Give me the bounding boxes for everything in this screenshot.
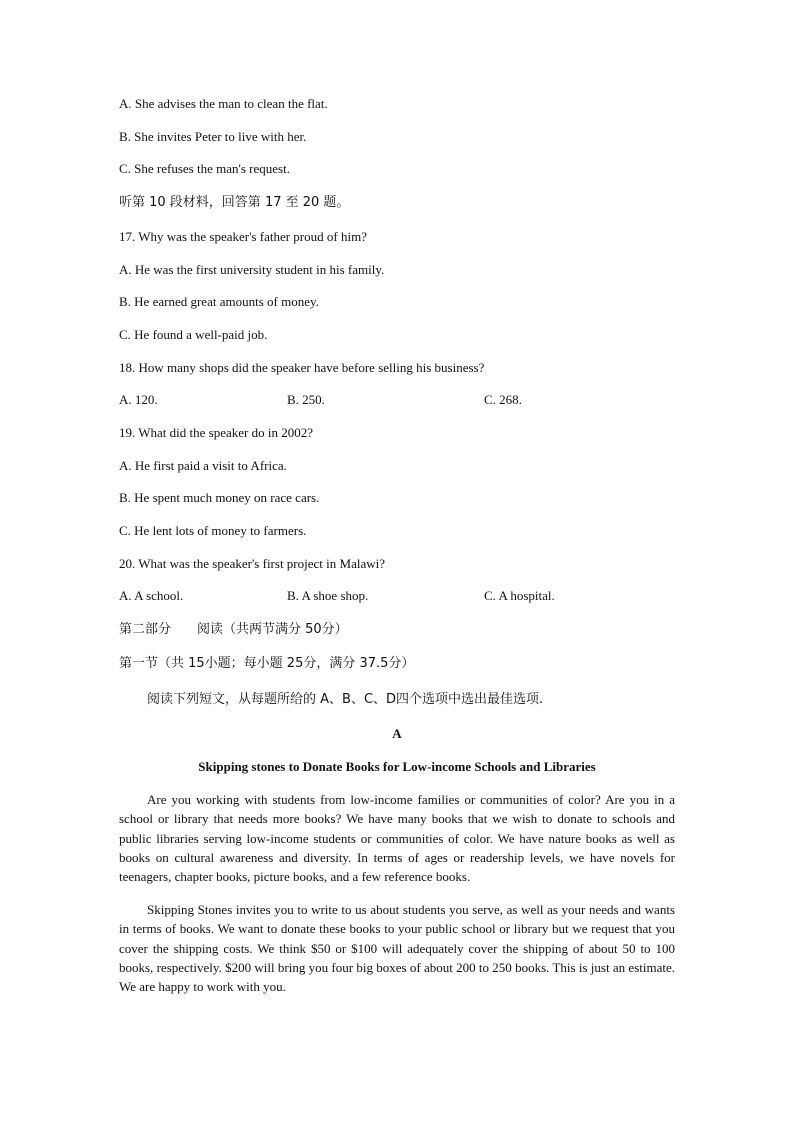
section1-heading: 第一节（共 15小题；每小题 25分，满分 37.5分） (119, 656, 415, 671)
q17-question: 17. Why was the speaker's father proud of him? (119, 229, 367, 244)
q18-option-b: B. 250. (287, 392, 325, 407)
passage-label: A (392, 726, 402, 741)
q20-option-a: A. A school. (119, 588, 184, 603)
passage-title: Skipping stones to Donate Books for Low-income Schools and Libraries (198, 759, 596, 774)
part2-heading: 第二部分 阅读（共两节满分 50分） (119, 622, 348, 637)
q18-option-a: A. 120. (119, 392, 158, 407)
q20-option-b: B. A shoe shop. (287, 588, 369, 603)
q18-option-c: C. 268. (484, 392, 522, 407)
q17-option-b: B. He earned great amounts of money. (119, 294, 319, 309)
q19-option-a: A. He first paid a visit to Africa. (119, 458, 287, 473)
q17-option-a: A. He was the first university student in his family. (119, 262, 385, 277)
q16-option-b: B. She invites Peter to live with her. (119, 129, 307, 144)
reading-instruction: 阅读下列短文，从每题所给的 A、B、C、D四个选项中选出最佳选项. (147, 692, 544, 707)
q16-option-c: C. She refuses the man's request. (119, 161, 290, 176)
q17-option-c: C. He found a well-paid job. (119, 327, 268, 342)
q20-option-c: C. A hospital. (484, 588, 555, 603)
passage-paragraph-2: Skipping Stones invites you to write to us about students you serve, as well as your needs and wants in terms of books. We want to donate these books to your public school or library but we request that you cover the shipping costs. We think $50 or $100 will adequately cover the shipping of about 50 to 100 books, respectively. $200 will bring you four big boxes of about 200 to 250 books. This is just an estimate. We are happy to work with you. (119, 902, 675, 995)
q20-question: 20. What was the speaker's first project in Malawi? (119, 556, 385, 571)
q18-question: 18. How many shops did the speaker have before selling his business? (119, 360, 485, 375)
q16-option-a: A. She advises the man to clean the flat. (119, 96, 328, 111)
q19-option-c: C. He lent lots of money to farmers. (119, 523, 307, 538)
q19-question: 19. What did the speaker do in 2002? (119, 425, 313, 440)
passage-paragraph-1: Are you working with students from low-income families or communities of color? Are you in a school or library that needs more books? We have many books that we wish to donate to schools and public libraries serving low-income students or communities of color. We have nature books as well as books on cultural awareness and diversity. In terms of ages or readership levels, we have novels for teenagers, chapter books, picture books, and a few reference books. (119, 792, 675, 885)
q19-option-b: B. He spent much money on race cars. (119, 490, 320, 505)
section10-instruction: 听第 10 段材料，回答第 17 至 20 题。 (119, 195, 350, 210)
